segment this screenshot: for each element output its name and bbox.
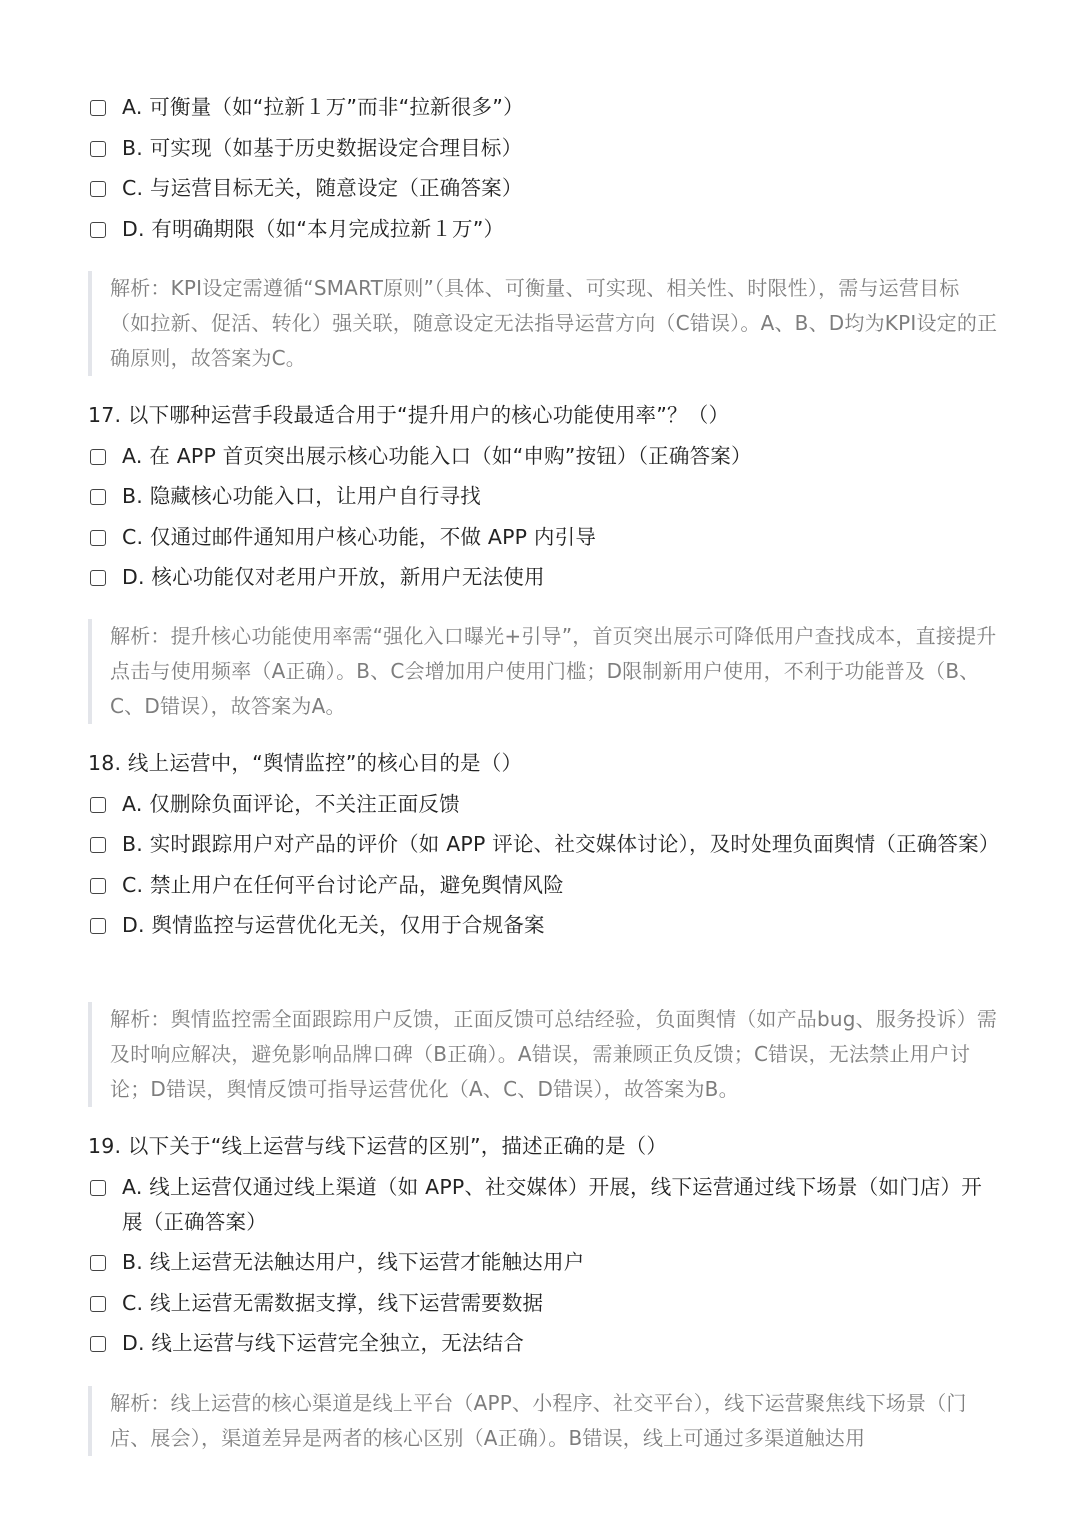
q17-option-c-text: C. 仅通过邮件通知用户核心功能，不做 APP 内引导 [122, 524, 597, 549]
q19-option-d-text: D. 线上运营与线下运营完全独立，无法结合 [122, 1331, 525, 1355]
q19-option-b[interactable] [88, 1245, 998, 1280]
q18-option-d-text: D. 舆情监控与运营优化无关，仅用于合规备案 [122, 913, 545, 937]
q19-option-c-checkbox[interactable] [90, 1296, 106, 1312]
q17-option-c[interactable] [88, 520, 998, 555]
q19-option-b-checkbox[interactable] [90, 1255, 106, 1271]
q18-block [88, 746, 998, 949]
q16-option-a-text: A. 可衡量（如“拉新１万”而非“拉新很多”） [122, 95, 524, 119]
q19-option-a-checkbox[interactable] [90, 1180, 106, 1196]
q19-question: 19. 以下关于“线上运营与线下运营的区别”，描述正确的是（） [88, 1134, 668, 1158]
q16-option-d-checkbox[interactable] [90, 222, 106, 238]
q16-option-d[interactable] [88, 212, 998, 247]
q19-option-c-text: C. 线上运营无需数据支撑，线下运营需要数据 [122, 1290, 544, 1315]
q18-option-c-checkbox[interactable] [90, 878, 106, 894]
q17-option-a[interactable] [88, 439, 998, 474]
q16-option-b[interactable] [88, 131, 998, 166]
q18-option-b[interactable] [88, 827, 998, 862]
q16-option-c-text: C. 与运营目标无关，随意设定（正确答案） [122, 176, 523, 200]
q19-block [88, 1129, 998, 1367]
q18-option-b-text: B. 实时跟踪用户对产品的评价（如 APP 评论、社交媒体讨论），及时处理负面舆情（正确答案） [122, 832, 1000, 856]
q18-option-a-text: A. 仅删除负面评论，不关注正面反馈 [122, 791, 460, 816]
q18-option-d-checkbox[interactable] [90, 918, 106, 934]
q17-option-c-checkbox[interactable] [90, 530, 106, 546]
q19-option-b-text: B. 线上运营无法触达用户，线下运营才能触达用户 [122, 1250, 585, 1274]
q17-option-b[interactable] [88, 479, 998, 514]
q18-option-c[interactable] [88, 868, 998, 903]
q19-option-d[interactable] [88, 1326, 998, 1361]
q18-option-b-checkbox[interactable] [90, 837, 106, 853]
q18-option-a-checkbox[interactable] [90, 797, 106, 813]
q17-option-b-checkbox[interactable] [90, 489, 106, 505]
q16-options [88, 90, 998, 252]
q18-question: 18. 线上运营中，“舆情监控”的核心目的是（） [88, 751, 523, 775]
q17-option-a-text: A. 在 APP 首页突出展示核心功能入口（如“申购”按钮）（正确答案） [122, 443, 752, 468]
q19-option-a[interactable] [88, 1170, 998, 1240]
q18-option-c-text: C. 禁止用户在任何平台讨论产品，避免舆情风险 [122, 872, 564, 897]
q19-option-d-checkbox[interactable] [90, 1336, 106, 1352]
q16-analysis: 解析：KPI设定需遵循“SMART原则”（具体、可衡量、可实现、相关性、时限性），需与运营目标（如拉新、促活、转化）强关联，随意设定无法指导运营方向（C错误）。A、B、D均为KPI设定的正确原则，故答案为C。 [88, 271, 998, 376]
q18-analysis: 解析：舆情监控需全面跟踪用户反馈，正面反馈可总结经验，负面舆情（如产品bug、服务投诉）需及时响应解决，避免影响品牌口碑（B正确）。A错误，需兼顾正负反馈；C错误，无法禁止用户讨论；D错误，舆情反馈可指导运营优化（A、C、D错误），故答案为B。 [88, 1002, 998, 1107]
q16-option-b-checkbox[interactable] [90, 141, 106, 157]
q17-question: 17. 以下哪种运营手段最适合用于“提升用户的核心功能使用率”？（） [88, 403, 730, 427]
q17-option-d-checkbox[interactable] [90, 570, 106, 586]
q17-option-b-text: B. 隐藏核心功能入口，让用户自行寻找 [122, 484, 481, 508]
q17-analysis: 解析：提升核心功能使用率需“强化入口曝光+引导”，首页突出展示可降低用户查找成本，直接提升点击与使用频率（A正确）。B、C会增加用户使用门槛；D限制新用户使用，不利于功能普及（B、C、D错误），故答案为A。 [88, 619, 998, 724]
q19-analysis: 解析：线上运营的核心渠道是线上平台（APP、小程序、社交平台），线下运营聚焦线下场景（门店、展会），渠道差异是两者的核心区别（A正确）。B错误，线上可通过多渠道触达用 [88, 1386, 998, 1456]
q16-option-c[interactable] [88, 171, 998, 206]
q17-block [88, 398, 998, 601]
q16-option-a-checkbox[interactable] [90, 100, 106, 116]
q17-option-d[interactable] [88, 560, 998, 595]
q19-option-c[interactable] [88, 1286, 998, 1321]
q19-option-a-text: A. 线上运营仅通过线上渠道（如 APP、社交媒体）开展，线下运营通过线下场景（如门店）开展（正确答案） [122, 1174, 982, 1234]
q17-option-a-checkbox[interactable] [90, 449, 106, 465]
q17-option-d-text: D. 核心功能仅对老用户开放，新用户无法使用 [122, 565, 545, 589]
q16-option-c-checkbox[interactable] [90, 181, 106, 197]
q18-option-a[interactable] [88, 787, 998, 822]
q16-option-d-text: D. 有明确期限（如“本月完成拉新１万”） [122, 216, 505, 241]
q16-option-b-text: B. 可实现（如基于历史数据设定合理目标） [122, 135, 523, 160]
q16-option-a[interactable] [88, 90, 998, 125]
q18-option-d[interactable] [88, 908, 998, 943]
